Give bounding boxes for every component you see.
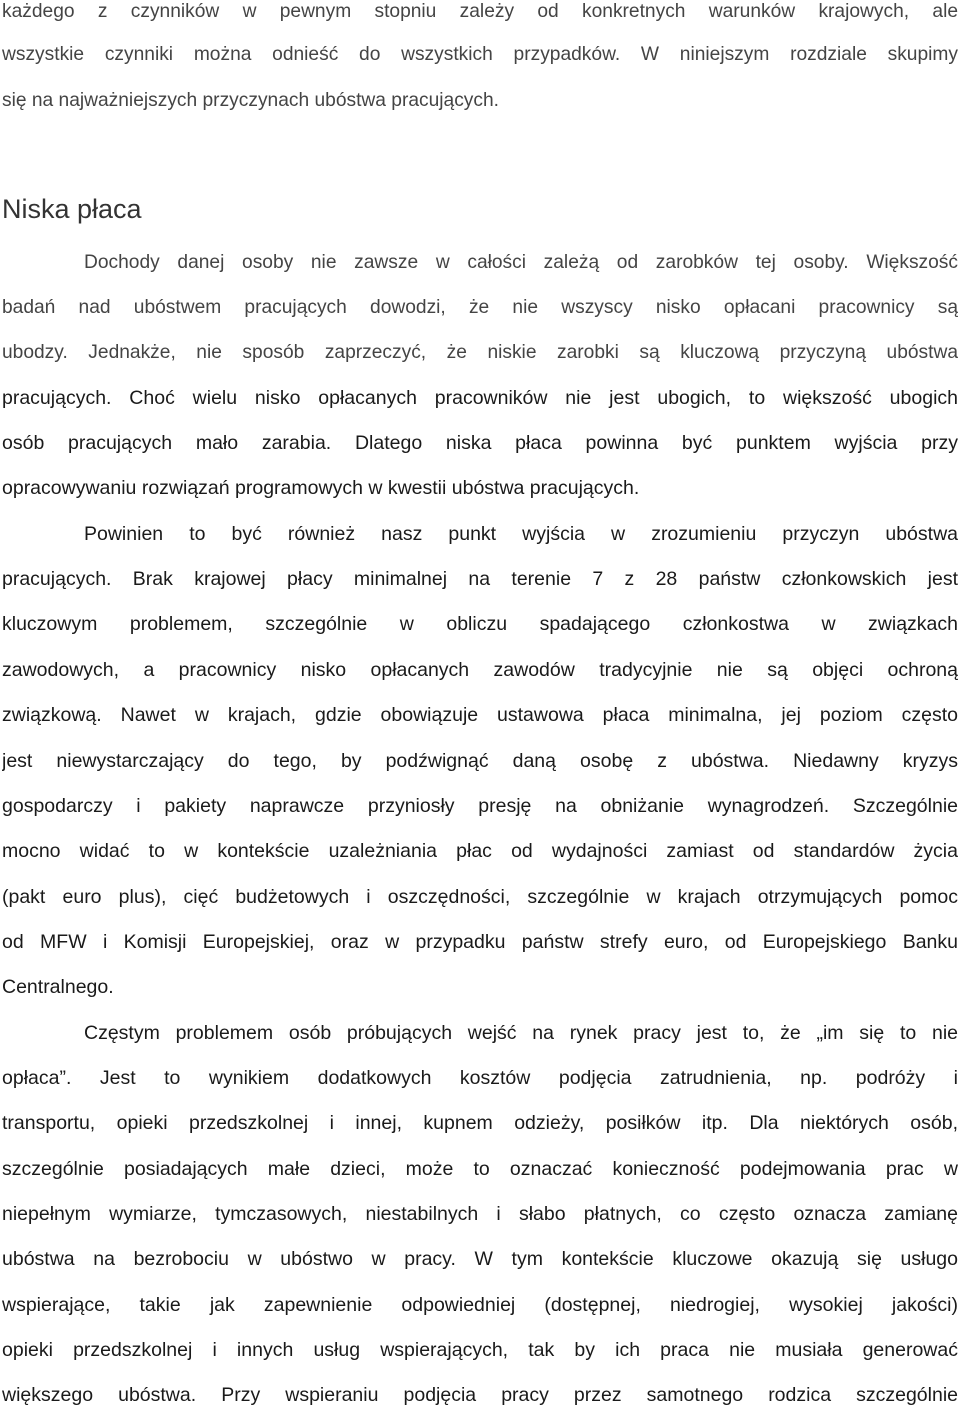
body-line-26: większego ubóstwa. Przy wspieraniu podjęcia pracy przez samotnego rodzica szczególnie: [2, 1384, 958, 1406]
section-heading: Niska płaca: [2, 194, 142, 224]
body-line-13: gospodarczy i pakiety naprawcze przyniosły presję na obniżanie wynagrodzeń. Szczególnie: [2, 795, 958, 817]
body-line-6: opracowywaniu rozwiązań programowych w kwestii ubóstwa pracujących.: [2, 477, 640, 499]
body-line-8: pracujących. Brak krajowej płacy minimalnej na terenie 7 z 28 państw członkowskich jest: [2, 568, 958, 590]
body-line-9: kluczowym problemem, szczególnie w obliczu spadającego członkostwa w związkach: [2, 613, 958, 635]
body-line-14: mocno widać to w kontekście uzależniania płac od wydajności zamiast od standardów życia: [2, 840, 958, 862]
intro-line-3: się na najważniejszych przyczynach ubóstwa pracujących.: [2, 90, 499, 111]
body-line-25: opieki przedszkolnej i innych usług wspierających, tak by ich praca nie musiała generować: [2, 1339, 958, 1361]
body-line-7: Powinien to być również nasz punkt wyjścia w zrozumieniu przyczyn ubóstwa: [84, 523, 958, 545]
body-line-12: jest niewystarczający do tego, by podźwignąć daną osobę z ubóstwa. Niedawny kryzys: [2, 750, 958, 772]
body-line-5: osób pracujących mało zarabia. Dlatego niska płaca powinna być punktem wyjścia przy: [2, 432, 958, 454]
body-line-19: opłaca”. Jest to wynikiem dodatkowych kosztów podjęcia zatrudnienia, np. podróży i: [2, 1067, 958, 1089]
body-line-20: transportu, opieki przedszkolnej i innej, kupnem odzieży, posiłków itp. Dla niektórych osób,: [2, 1112, 958, 1134]
intro-line-1: każdego z czynników w pewnym stopniu zależy od konkretnych warunków krajowych, ale: [2, 1, 958, 22]
body-line-17: Centralnego.: [2, 976, 114, 998]
body-line-10: zawodowych, a pracownicy nisko opłacanych zawodów tradycyjnie nie są objęci ochroną: [2, 659, 958, 681]
body-line-18: Częstym problemem osób próbujących wejść na rynek pracy jest to, że „im się to nie: [84, 1022, 958, 1044]
intro-line-2: wszystkie czynniki można odnieść do wszystkich przypadków. W niniejszym rozdziale skupimy: [2, 44, 958, 65]
body-line-15: (pakt euro plus), cięć budżetowych i oszczędności, szczególnie w krajach otrzymujących pomoc: [2, 886, 958, 908]
body-line-2: badań nad ubóstwem pracujących dowodzi, że nie wszyscy nisko opłacani pracownicy są: [2, 297, 958, 318]
body-line-23: ubóstwa na bezrobociu w ubóstwo w pracy. W tym kontekście kluczowe okazują się usługo: [2, 1248, 958, 1270]
body-line-22: niepełnym wymiarze, tymczasowych, niestabilnych i słabo płatnych, co często oznacza zamianę: [2, 1203, 958, 1225]
body-line-21: szczególnie posiadających małe dzieci, może to oznaczać konieczność podejmowania prac w: [2, 1158, 958, 1180]
body-line-1: Dochody danej osoby nie zawsze w całości zależą od zarobków tej osoby. Większość: [84, 252, 958, 273]
body-line-11: związkową. Nawet w krajach, gdzie obowiązuje ustawowa płaca minimalna, jej poziom często: [2, 704, 958, 726]
body-line-3: ubodzy. Jednakże, nie sposób zaprzeczyć, że niskie zarobki są kluczową przyczyną ubóstwa: [2, 342, 958, 363]
body-line-4: pracujących. Choć wielu nisko opłacanych pracowników nie jest ubogich, to większość ubogich: [2, 387, 958, 409]
body-line-16: od MFW i Komisji Europejskiej, oraz w przypadku państw strefy euro, od Europejskiego Banku: [2, 931, 958, 953]
body-line-24: wspierające, takie jak zapewnienie odpowiedniej (dostępnej, niedrogiej, wysokiej jakości): [2, 1294, 958, 1316]
